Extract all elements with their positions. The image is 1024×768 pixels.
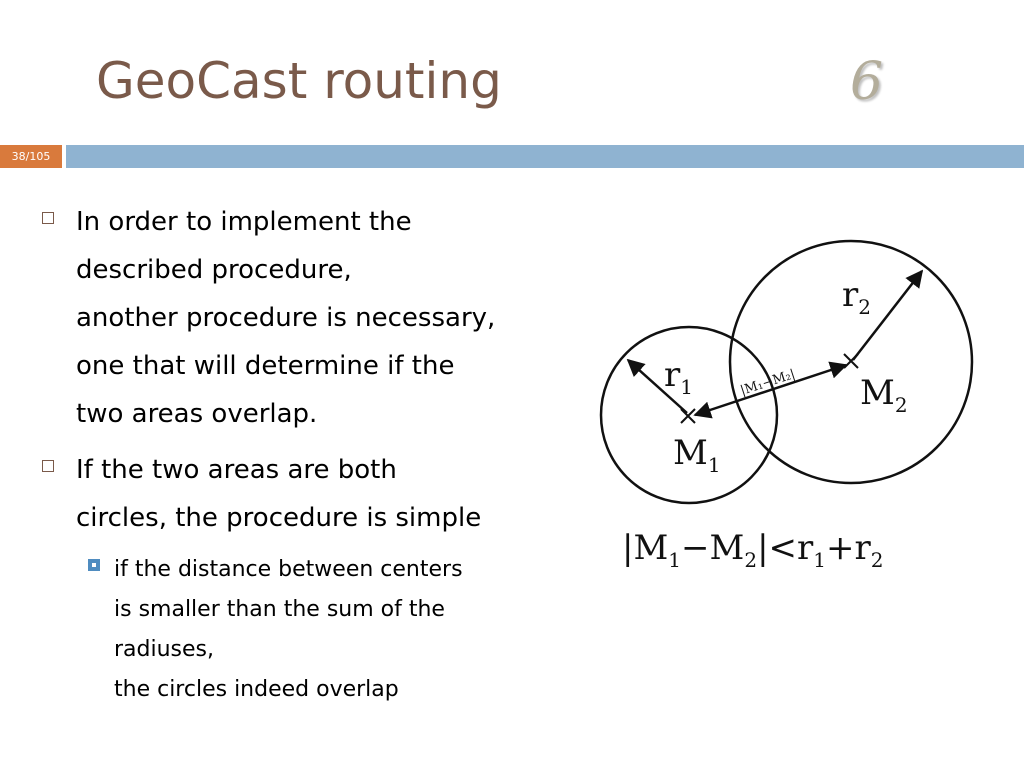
bullet-1-line: another procedure is necessary, [76,303,496,333]
formula-part: −M [681,528,745,568]
bullet-1 [42,198,602,438]
formula-sub: 1 [668,547,682,572]
bullet-square-icon [42,212,54,224]
sub-bullet-line: the circles indeed overlap [114,677,399,702]
label-m1: $M_1$ [673,433,721,477]
page-indicator: 38/105 [0,145,62,168]
center-1-cross-icon [681,409,695,423]
bullet-2-line: circles, the procedure is simple [76,503,482,533]
bullet-2 [42,446,602,542]
sub-bullet-line: if the distance between centers [114,557,463,582]
overlap-formula [622,528,883,572]
formula-part: |<r [757,528,814,568]
sub-bullet [88,550,602,710]
center-2-cross-icon [844,354,858,368]
bullet-2-text [76,446,481,542]
bullet-1-line: one that will determine if the [76,351,455,381]
formula-sub: 2 [744,547,758,572]
bullet-1-line: In order to implement the [76,207,412,237]
slide-number: 6 [850,52,884,112]
slide-title: GeoCast routing [96,52,502,110]
sub-bullet-line: is smaller than the sum of the [114,597,445,622]
bullet-1-line: described procedure, [76,255,352,285]
label-r1: $r_1$ [664,355,693,399]
formula-sub: 2 [870,547,884,572]
bullet-1-line: two areas overlap. [76,399,318,429]
formula-sub: 1 [813,547,826,572]
circles-diagram [590,230,990,520]
bullet-1-text [76,198,495,438]
distance-arrow [695,365,846,415]
bullet-square-icon [42,460,54,472]
sub-bullet-square-icon [88,559,100,571]
sub-bullet-line: radiuses, [114,637,214,662]
formula-part: |M [622,528,669,568]
label-distance: |M₁−M₂| [738,367,798,399]
header-bar [66,145,1024,168]
label-m2: $M_2$ [860,373,908,417]
label-r2: $r_2$ [842,275,871,319]
formula-part: +r [826,528,871,568]
bullet-2-line: If the two areas are both [76,455,397,485]
sub-bullet-text [114,550,463,710]
content-area [42,198,602,710]
